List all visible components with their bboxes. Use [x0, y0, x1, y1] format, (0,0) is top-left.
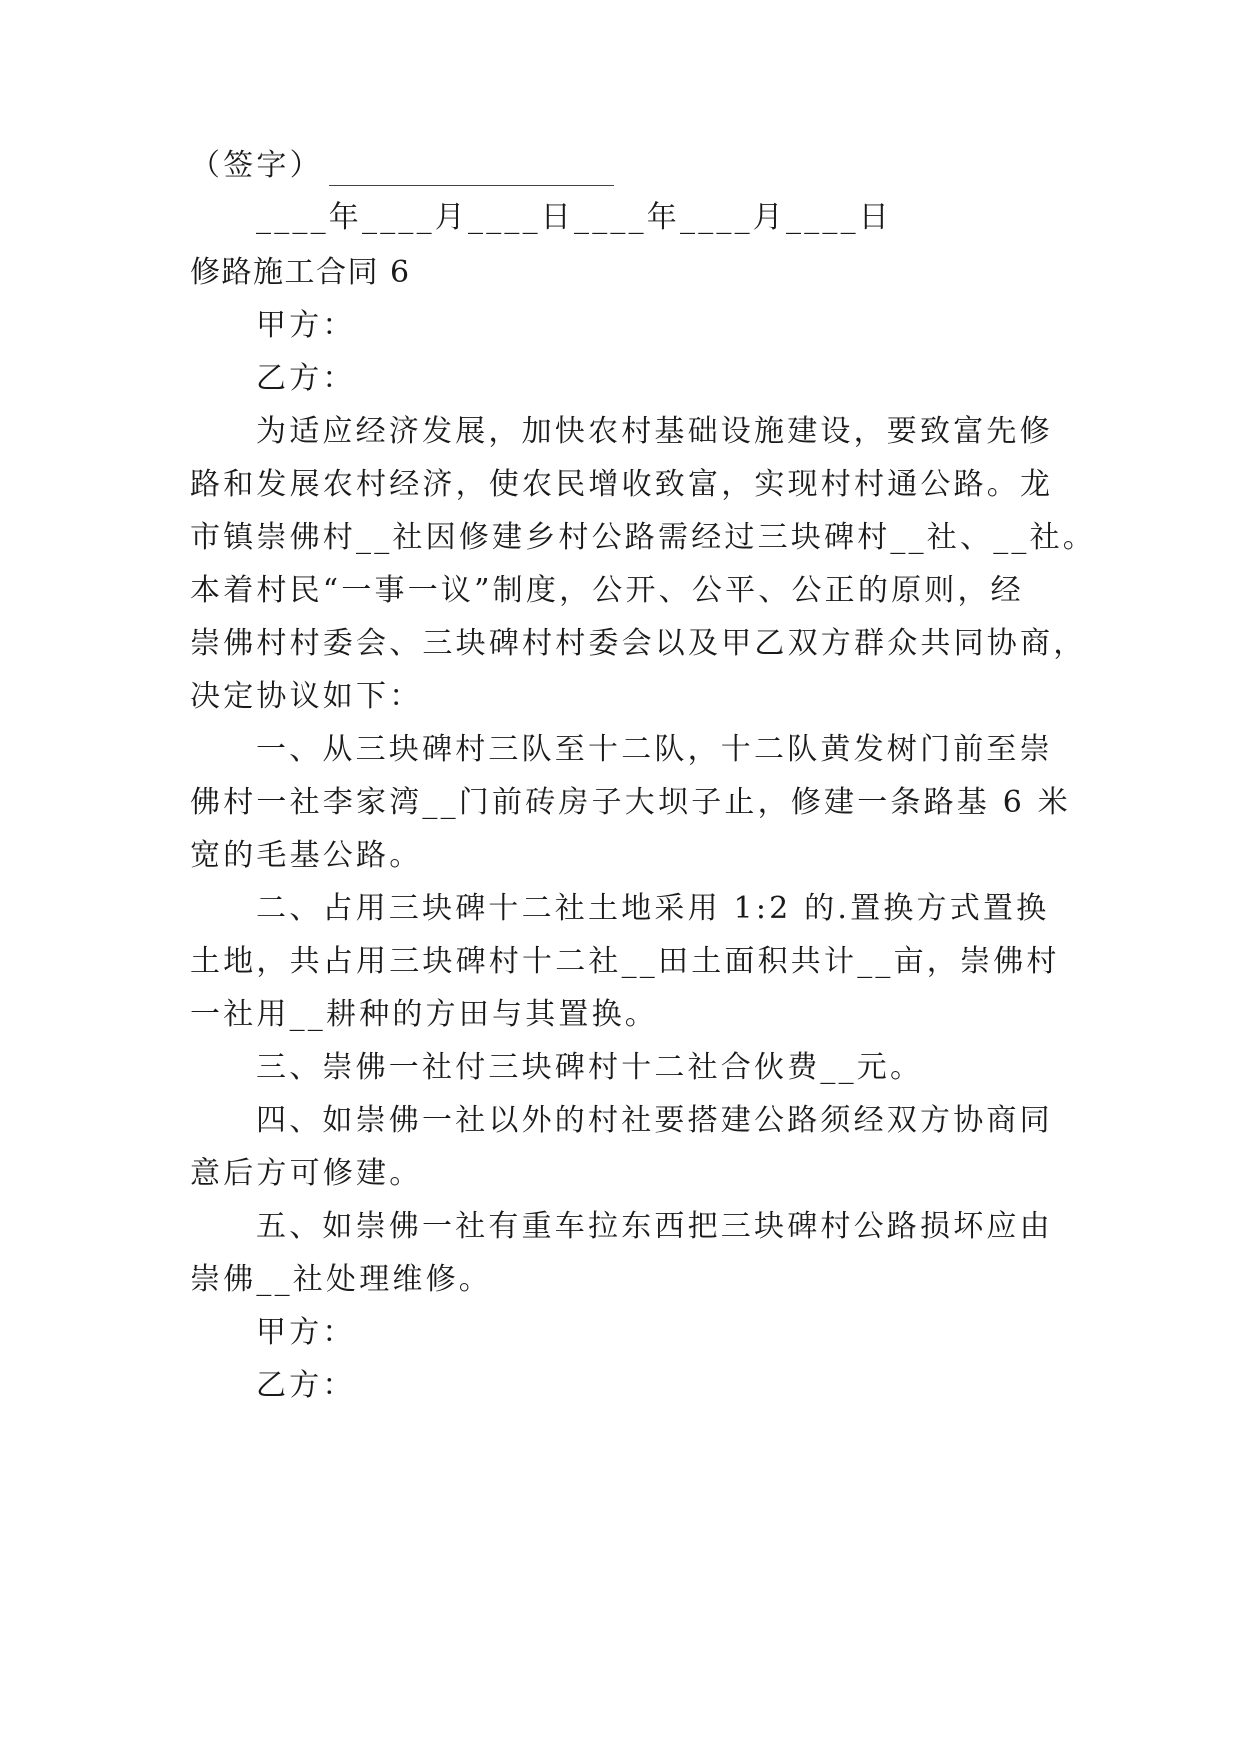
intro-line: 崇佛村村委会、三块碑村村委会以及甲乙双方群众共同协商， — [190, 626, 1087, 661]
document-title: 修路施工合同 6 — [190, 255, 411, 290]
closing-party-b-label: 乙方： — [256, 1368, 356, 1403]
closing-party-a-label: 甲方： — [256, 1315, 356, 1350]
clause-4-line: 意后方可修建。 — [190, 1156, 423, 1191]
clause-4-line: 四、如崇佛一社以外的村社要搭建公路须经双方协商同 — [256, 1103, 1053, 1138]
clause-1-line: 一、从三块碑村三队至十二队，十二队黄发树门前至崇 — [256, 732, 1053, 767]
clause-5-line: 崇佛__社处理维修。 — [190, 1262, 492, 1297]
signature-line — [190, 146, 1050, 186]
clause-2-line: 一社用__耕种的方田与其置换。 — [190, 997, 658, 1032]
date-line: ____年____月____日____年____月____日 — [256, 200, 892, 235]
clause-3-line: 三、崇佛一社付三块碑村十二社合伙费__元。 — [256, 1050, 924, 1085]
intro-line: 本着村民“一事一议”制度，公开、公平、公正的原则，经 — [190, 573, 1024, 608]
clause-1-line: 宽的毛基公路。 — [190, 838, 423, 873]
signature-label: （签字） — [190, 148, 323, 183]
clause-1-line: 佛村一社李家湾__门前砖房子大坝子止，修建一条路基 6 米 — [190, 785, 1071, 820]
intro-line: 市镇崇佛村__社因修建乡村公路需经过三块碑村__社、__社。 — [190, 520, 1096, 555]
clause-2-line: 土地，共占用三块碑村十二社__田土面积共计__亩，崇佛村 — [190, 944, 1060, 979]
signature-blank — [329, 155, 614, 186]
party-b-label: 乙方： — [256, 361, 356, 396]
party-a-label: 甲方： — [256, 308, 356, 343]
intro-line: 为适应经济发展，加快农村基础设施建设，要致富先修 — [256, 414, 1053, 449]
intro-line: 路和发展农村经济，使农民增收致富，实现村村通公路。龙 — [190, 467, 1054, 502]
clause-2-line: 二、占用三块碑十二社土地采用 1:2 的.置换方式置换 — [256, 891, 1050, 926]
clause-5-line: 五、如崇佛一社有重车拉东西把三块碑村公路损坏应由 — [256, 1209, 1053, 1244]
intro-line: 决定协议如下： — [190, 679, 423, 714]
